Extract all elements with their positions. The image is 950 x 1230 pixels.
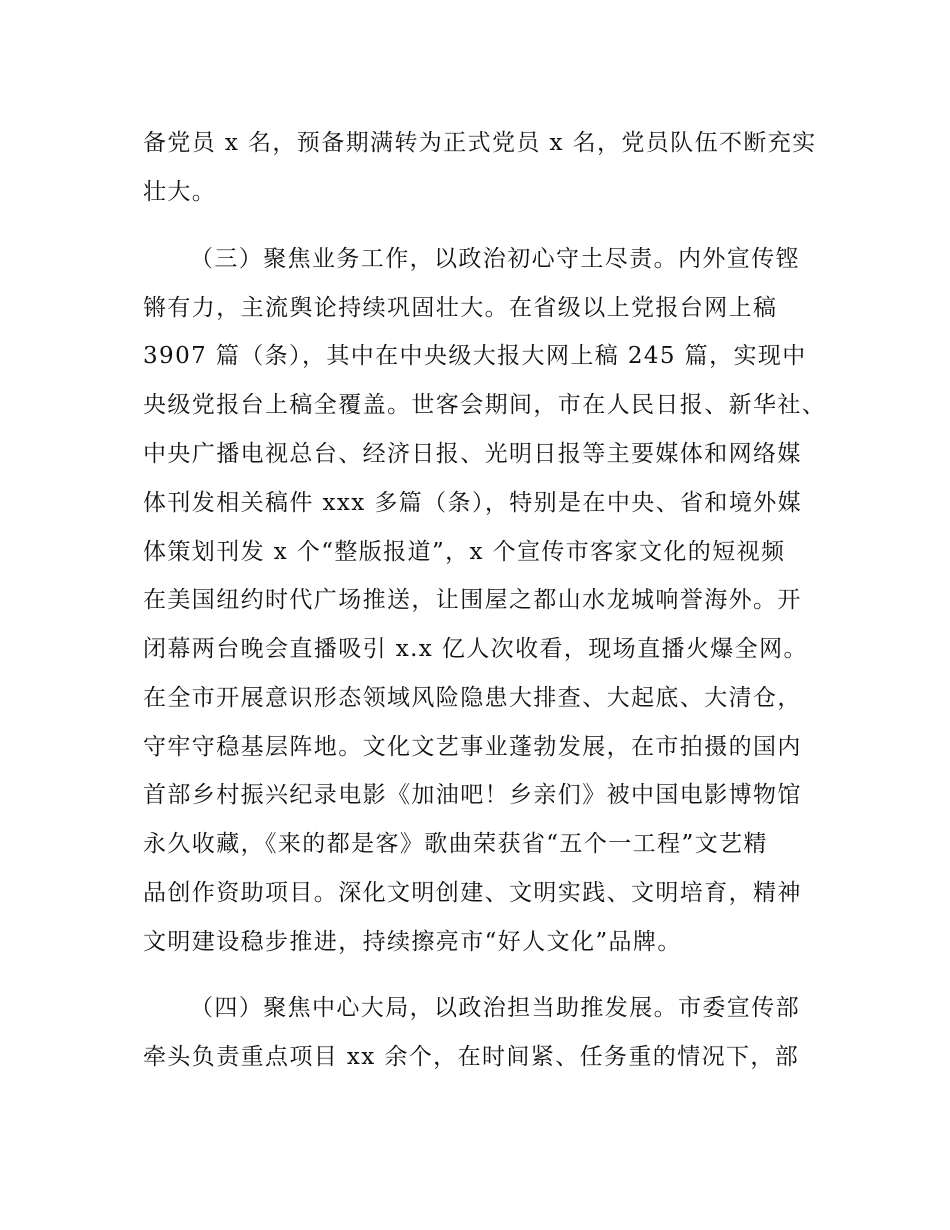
text-line: 壮大。 [143, 179, 217, 205]
text-line: 文明建设稳步推进，持续擦亮市“好人文化”品牌。 [143, 929, 682, 955]
text-line: 在美国纽约时代广场推送，让围屋之都山水龙城响誉海外。开 [143, 587, 802, 613]
text-line: 闭幕两台晚会直播吸引 x.x 亿人次收看，现场直播火爆全网。 [143, 636, 808, 662]
section-four-heading-line: （四）聚焦中心大局，以政治担当助推发展。市委宣传部 [190, 995, 800, 1021]
text-line: 首部乡村振兴纪录电影《加油吧！乡亲们》被中国电影博物馆 [143, 782, 802, 808]
text-line: 体策划刊发 x 个“整版报道”，x 个宣传市客家文化的短视频 [143, 539, 786, 565]
text-line: 备党员 x 名，预备期满转为正式党员 x 名，党员队伍不断充实 [143, 130, 817, 156]
text-line: 体刊发相关稿件 xxx 多篇（条），特别是在中央、省和境外媒 [143, 490, 803, 516]
section-three-heading-line: （三）聚焦业务工作，以政治初心守土尽责。内外宣传铿 [190, 246, 800, 272]
text-line: 守牢守稳基层阵地。文化文艺事业蓬勃发展，在市拍摄的国内 [143, 734, 802, 760]
text-line: 牵头负责重点项目 xx 余个，在时间紧、任务重的情况下，部 [143, 1044, 800, 1070]
text-line: 永久收藏，《来的都是客》歌曲荣获省“五个一工程”文艺精 [143, 831, 768, 857]
text-line: 品创作资助项目。深化文明创建、文明实践、文明培育，精神 [143, 880, 802, 906]
text-line: 3907 篇（条），其中在中央级大报大网上稿 245 篇，实现中 [143, 343, 807, 369]
text-line: 在全市开展意识形态领域风险隐患大排查、大起底、大清仓， [143, 685, 802, 711]
text-line: 锵有力，主流舆论持续巩固壮大。在省级以上党报台网上稿 [143, 295, 778, 321]
text-line: 央级党报台上稿全覆盖。世客会期间，市在人民日报、新华社、 [143, 392, 827, 418]
text-line: 中央广播电视总台、经济日报、光明日报等主要媒体和网络媒 [143, 441, 802, 467]
